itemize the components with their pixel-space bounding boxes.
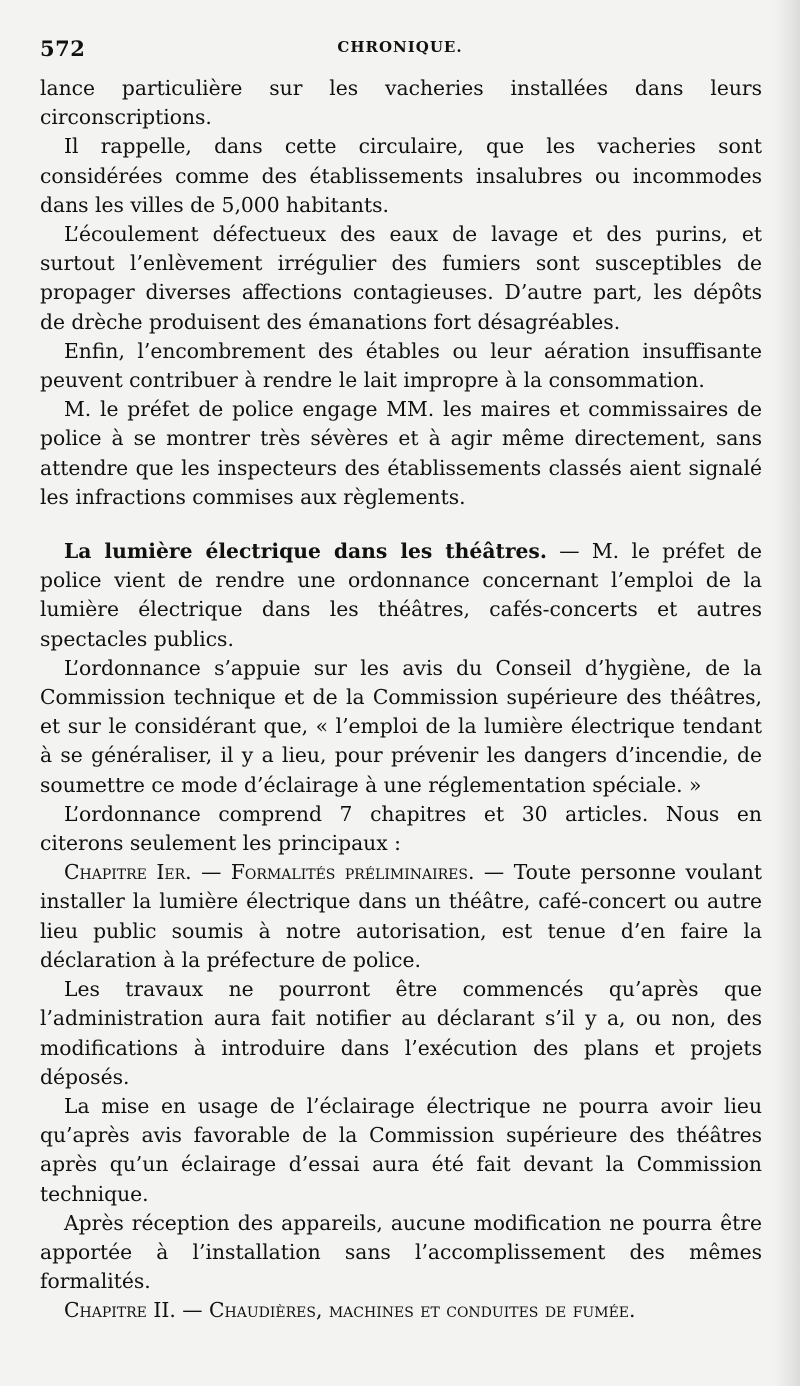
paragraph: L’ordonnance s’appuie sur les avis du Conseil d’hygiène, de la Commission technique et de la Commission supérieure des théâtres, et sur le considérant que, « l’emploi de la lumière électrique tendant à se généraliser, il y a lieu, pour prévenir les dangers d’incendie, de soumettre ce mode d’éclairage à une réglementation spéciale. » [40,655,762,797]
paragraph: M. le préfet de police engage MM. les maires et commissaires de police à se montrer très sévères et à agir même directement, sans attendre que les inspecteurs des établissements classés aient signalé les infractions commises aux règlements. [40,397,762,509]
paragraph: L’ordonnance comprend 7 chapitres et 30 articles. Nous en citerons seulement les principaux : [40,801,762,856]
paragraph-continuation: lance particulière sur les vacheries installées dans leurs circonscriptions. [40,76,762,130]
paragraph: Les travaux ne pourront être commencés qu’après que l’administration aura fait notifier au déclarant s’il y a, ou non, des modifications à introduire dans l’exécution des plans et projets déposés. [40,977,762,1089]
chapter-text: — Toute personne voulant installer la lumière électrique dans un théâtre, café-concert ou autre lieu public soumis à notre autorisation, est tenue d’en faire la déclaration à la préfecture de police. [40,860,763,972]
running-head: CHRONIQUE. [337,38,463,56]
paragraph: La mise en usage de l’éclairage électrique ne pourra avoir lieu qu’après avis favorable de la Commission supérieure des théâtres après qu’un éclairage d’essai aura été fait devant la Commission technique. [40,1093,762,1206]
paragraph: Enfin, l’encombrement des étables ou leur aération insuffisante peuvent contribuer à rendre le lait impropre à la consommation. [40,338,762,393]
paragraph: Après réception des appareils, aucune modification ne pourra être apportée à l’installation sans l’accomplissement des mêmes formalités. [40,1210,762,1294]
section-title: La lumière électrique dans les théâtres. [64,539,547,564]
page-header [40,36,760,62]
chapter-heading: Chapitre Ier. — Formalités préliminaires. [64,860,475,885]
section-paragraph-electric-light [40,537,762,654]
page-number: 572 [40,36,86,61]
body-text [40,74,762,1326]
paragraph: Il rappelle, dans cette circulaire, que les vacheries sont considérées comme des établissements insalubres ou incommodes dans les villes de 5,000 habitants. [40,134,762,217]
chapter-heading: Chapitre II. — Chaudières, machines et conduites de fumée. [64,1298,636,1323]
chapter-paragraph [40,858,762,975]
section-text: — M. le préfet de police vient de rendre une ordonnance concernant l’emploi de la lumière électrique dans les théâtres, cafés-concerts et autres spectacles publics. [40,539,762,651]
paragraph: L’écoulement défectueux des eaux de lavage et des purins, et surtout l’enlèvement irrégulier des fumiers sont susceptibles de propager diverses affections contagieuses. D’autre part, les dépôts de drèche produisent des émanations fort désagréables. [40,222,762,334]
